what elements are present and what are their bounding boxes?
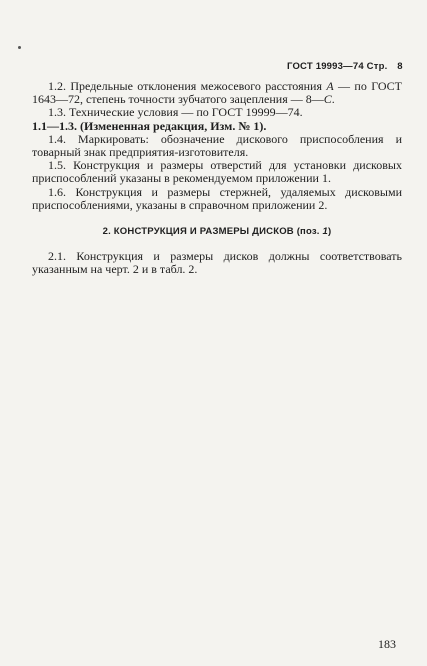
amendment-note: 1.1—1.3. (Измененная редакция, Изм. № 1). — [32, 118, 267, 133]
document-id: ГОСТ 19993—74 — [287, 61, 364, 72]
page-header — [287, 61, 403, 72]
document-body — [32, 80, 402, 277]
paragraph-1-5: 1.5. Конструкция и размеры отверстий для установки дисковых приспособлений указаны в рекомендуемом приложении 1. — [32, 158, 402, 186]
page-label: Стр. — [366, 61, 388, 72]
variable-a: A — [326, 79, 334, 93]
paragraph-1-4: 1.4. Маркировать: обозначение дискового приспособления и товарный знак предприятия-изготовителя. — [32, 131, 402, 160]
scan-speck — [18, 46, 21, 49]
variable-c: С — [323, 92, 332, 107]
section-title: 2. КОНСТРУКЦИЯ И РАЗМЕРЫ ДИСКОВ (поз. 1) — [102, 226, 332, 238]
header-page-number: 8 — [397, 61, 403, 72]
paragraph-1-6: 1.6. Конструкция и размеры стержней, удаляемых дисковыми приспособлениями, указаны в справочном приложении 2. — [32, 184, 402, 212]
page-number: 183 — [378, 637, 396, 651]
paragraph-2-1: 2.1. Конструкция и размеры дисков должны соответствовать указанным на черт. 2 и в табл. 2. — [32, 249, 402, 277]
paragraph-1-3: 1.3. Технические условия — по ГОСТ 19999—74. — [48, 105, 303, 120]
paragraph-1-2: 1.2. Предельные отклонения межосевого расстояния A — по ГОСТ 1643—72, степень точности зубчатого зацепления — 8—С. — [32, 79, 402, 107]
